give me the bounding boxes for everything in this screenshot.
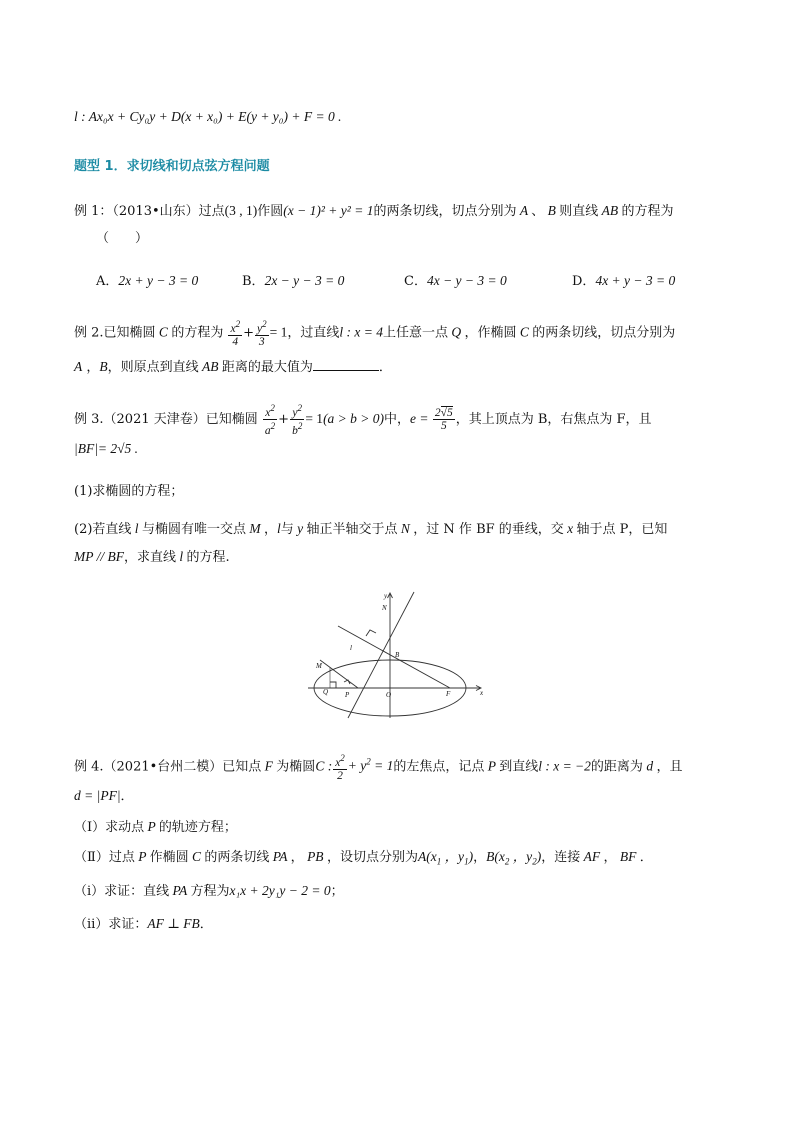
ex1-option-b: B．2x − y − 3 = 0	[242, 273, 345, 289]
label-p: P	[345, 691, 350, 699]
right-angle-np	[366, 630, 376, 636]
ex4-qi: （ⅰ）求证：直线 PA 方程为x₁x + 2y₁y − 2 = 0；	[74, 883, 344, 899]
ex1-option-c: C．4x − y − 3 = 0	[404, 273, 507, 289]
ex4-qii: （ⅱ）求证：AF ⊥ FB．	[74, 916, 213, 932]
ex3-line1: 例 3.（2021 天津卷）已知椭圆 $\frac{x^2}{a^2}$ + $\frac{y^2}{b^2}$ = 1(a > b > 0)中，e = $\frac{2√5}{5}$ ，其上顶点为 B，右焦点为 F，且	[74, 403, 652, 437]
ex1-point: (3 , 1)	[224, 203, 258, 218]
label-l: l	[350, 644, 352, 652]
ex4-line1: 例 4.（2021•台州二模）已知点 F 为椭圆C : $\frac{x^2}{2}$ + $y^2 = 1$的左焦点，记点 P 到直线l : x = −2的距离为 d ，且	[74, 753, 683, 782]
label-x: x	[480, 689, 484, 697]
ex3-q2-line1: (2)若直线 l 与椭圆有唯一交点 M ，l与 y 轴正半轴交于点 N ，过 N 作 BF 的垂线，交 x 轴于点 P，已知	[74, 521, 668, 537]
ex2-line1: 例 2.已知椭圆 C 的方程为 $\frac{x^2}{4}$ + $\frac{y^2}{3}$ = 1，过直线l : x = 4上任意一点 Q ，作椭圆 C 的两条切线，切点分别为	[74, 319, 676, 348]
label-m: M	[316, 662, 322, 670]
ex1-mid1: 作圆	[257, 204, 284, 219]
label-b: B	[395, 651, 400, 659]
ex1-prefix: 例 1：（2013•山东）过点	[74, 204, 225, 219]
line-bf	[338, 626, 450, 688]
ex1-end: 的方程为	[621, 204, 674, 219]
label-y: y	[384, 592, 388, 600]
ex1-option-d: D．4x + y − 3 = 0	[572, 273, 676, 289]
ex3-q1: (1)求椭圆的方程；	[74, 484, 184, 499]
answer-blank	[313, 358, 379, 371]
label-o: O	[386, 691, 392, 699]
ex1-mid2: 的两条切线，切点分别为	[373, 204, 517, 219]
label-n: N	[382, 604, 387, 612]
ex1-tail: 则直线	[559, 204, 599, 219]
formula-top: l : Ax₀x + Cy₀y + D(x + x₀) + E(y + y₀) + F = 0 .	[74, 109, 342, 124]
ex3-q2-line2: MP // BF，求直线 l 的方程.	[74, 549, 230, 565]
ex4-line2: d = |PF|．	[74, 788, 134, 804]
line-mq	[320, 660, 358, 688]
ex1-line1: 例 1：（2013•山东）过点(3 , 1)作圆(x − 1)² + y² = 1的两条切线，切点分别为 A 、 B 则直线 AB 的方程为	[74, 203, 674, 219]
ex1-option-a: A．2x + y − 3 = 0	[96, 273, 199, 289]
ex2-line2: A ，B，则原点到直线 AB 距离的最大值为 ．	[74, 359, 392, 375]
ex3-bf: |BF|= 2√5 .	[74, 441, 139, 456]
right-angle-q	[330, 682, 336, 688]
ex4-q1: （Ⅰ）求动点 P 的轨迹方程；	[74, 819, 237, 835]
label-q: Q	[323, 688, 329, 696]
ex1-paren: （ ）	[96, 231, 149, 246]
line-l	[348, 592, 414, 718]
ex1-circle: (x − 1)² + y² = 1	[283, 203, 374, 218]
right-angle-p	[344, 680, 350, 684]
section-title: 题型 1．求切线和切点弦方程问题	[74, 159, 270, 174]
ellipse-figure	[300, 588, 500, 720]
ex4-q2: （Ⅱ）过点 P 作椭圆 C 的两条切线 PA ， PB ，设切点分别为$A(x_1$ ，$y_1$)，$B(x_2$ ，$y_2$)，连接 AF ， BF ．	[74, 849, 653, 867]
label-f: F	[446, 690, 451, 698]
